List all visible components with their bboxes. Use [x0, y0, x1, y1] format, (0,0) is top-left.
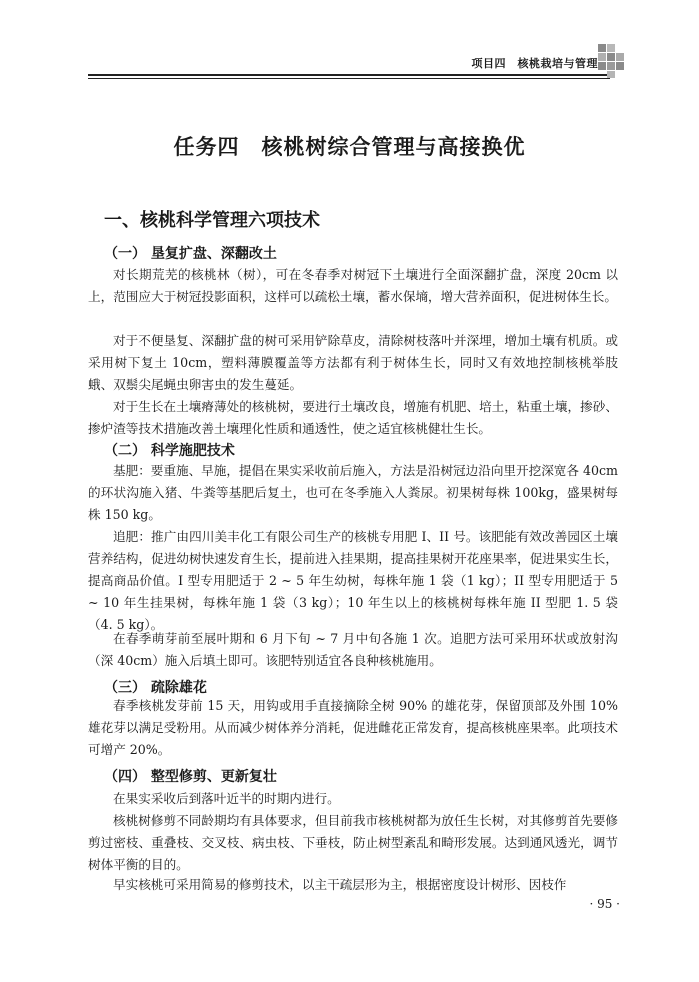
paragraph-4-2: 核桃树修剪不同龄期均有具体要求，但目前我市核桃树都为放任生长树，对其修剪首先要修剪过密枝、重叠枝、交叉枝、病虫枝、下垂枝，防止树型紊乱和畸形发展。达到通风透光，调节树体平衡的目的。	[88, 813, 618, 872]
header-rule-thick	[88, 74, 610, 76]
paragraph-4-3: 早实核桃可采用简易的修剪技术，以主干疏层形为主，根据密度设计树形、因枝作	[113, 877, 567, 892]
subsection-heading-3: （三） 疏除雄花	[104, 680, 207, 696]
paragraph-2-2: 追肥：推广由四川美丰化工有限公司生产的核桃专用肥 I、II 号。该肥能有效改善园区土壤营养结构，促进幼树快速发育生长，提前进入挂果期，提高挂果树开花座果率，促进果实生长，提高商品价值。I 型专用肥适于 2 ~ 5 年生幼树，每株年施 1 袋（1 kg）；II 型专用肥适于 5 ~ 10 年生挂果树，每株年施 1 袋（3 kg）；10 年生以上的核桃树每株年施 II 型肥 1. 5 袋（4. 5 kg）。	[88, 529, 618, 632]
paragraph-3-1: 春季核桃发芽前 15 天，用钩或用手直接摘除全树 90% 的雄花芽，保留顶部及外围 10% 雄花芽以满足受粉用。从而减少树体养分消耗，促进雌花正常发育，提高核桃座果率。此项技术可增产 20%。	[88, 698, 618, 757]
corner-blocks-decoration	[598, 44, 624, 78]
page-number: · 95 ·	[589, 897, 620, 911]
paragraph-1-3: 对于生长在土壤瘠薄处的核桃树，要进行土壤改良，增施有机肥、培土，粘重土壤，掺砂、掺炉渣等技术措施改善土壤理化性质和通透性，使之适宜核桃健壮生长。	[88, 399, 618, 436]
subsection-heading-4: （四） 整型修剪、更新复壮	[104, 769, 277, 785]
paragraph-2-3: 在春季萌芽前至展叶期和 6 月下旬 ~ 7 月中旬各施 1 次。追肥方法可采用环状或放射沟（深 40cm）施入后填土即可。该肥特别适宜各良种核桃施用。	[88, 631, 618, 668]
paragraph-4-1: 在果实采收后到落叶近半的时期内进行。	[113, 791, 340, 806]
paragraph-1-2: 对于不便垦复、深翻扩盘的树可采用铲除草皮，清除树枝落叶并深埋，增加土壤有机质。或采用树下复土 10cm，塑料薄膜覆盖等方法都有利于树体生长，同时又有效地控制核桃举肢蛾、双鬃尖尾蝇虫卵害虫的发生蔓延。	[88, 333, 618, 392]
paragraph-2-1: 基肥：要重施、早施，提倡在果实采收前后施入，方法是沿树冠边沿向里开挖深宽各 40cm 的环状沟施入猪、牛粪等基肥后复土，也可在冬季施入人粪尿。初果树每株 100kg，盛果树每株 150 kg。	[88, 463, 618, 522]
subsection-heading-1: （一） 垦复扩盘、深翻改土	[104, 246, 277, 262]
header-rule-thin	[88, 78, 610, 79]
section-heading-1: 一、核桃科学管理六项技术	[104, 210, 320, 231]
running-header: 项目四 核桃栽培与管理	[471, 57, 598, 70]
paragraph-1-1: 对长期荒芜的核桃林（树），可在冬春季对树冠下土壤进行全面深翻扩盘，深度 20cm 以上，范围应大于树冠投影面积，这样可以疏松土壤，蓄水保墒，增大营养面积，促进树体生长。	[88, 267, 618, 304]
subsection-heading-2: （二） 科学施肥技术	[104, 443, 235, 459]
task-title: 任务四 核桃树综合管理与高接换优	[173, 135, 526, 159]
